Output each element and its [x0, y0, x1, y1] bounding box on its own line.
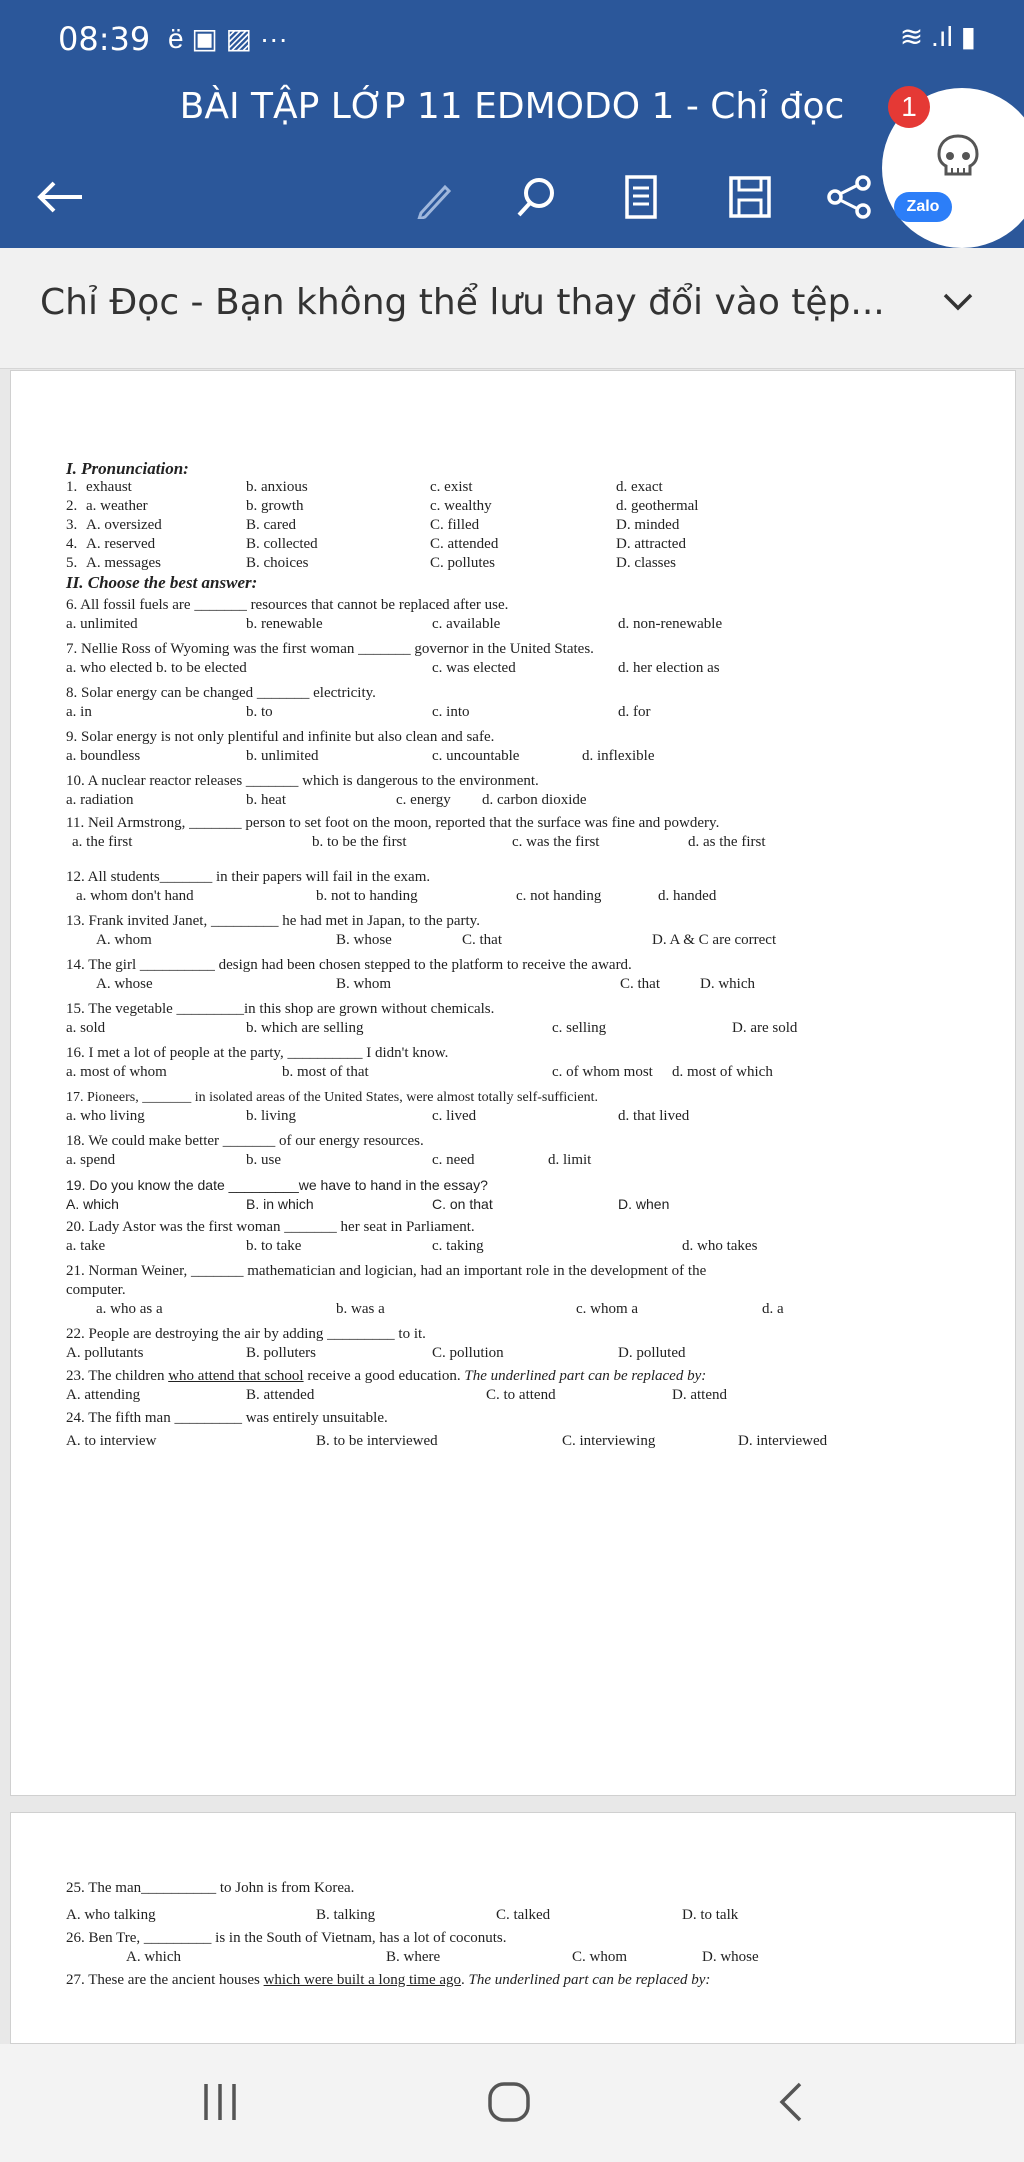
reading-view-icon[interactable] — [616, 172, 666, 222]
option-b: B. choices — [246, 555, 309, 571]
option-d: D. attracted — [616, 536, 686, 552]
question-number: 5. — [66, 555, 78, 571]
option-c: c. need — [432, 1152, 475, 1168]
option-d: D. when — [618, 1196, 670, 1212]
option-b: B. where — [386, 1949, 441, 1965]
option-a: A. whose — [96, 976, 153, 992]
question-row — [66, 516, 966, 535]
answer-options — [66, 791, 966, 810]
option-b: b. to be the first — [312, 834, 407, 850]
option-d: d. limit — [548, 1152, 592, 1168]
option-a: a. take — [66, 1238, 106, 1254]
option-a: A. messages — [86, 555, 161, 571]
answer-options — [66, 1906, 966, 1925]
answer-options — [66, 1019, 966, 1038]
option-c: c. energy — [396, 792, 451, 808]
option-b: b. use — [246, 1152, 281, 1168]
option-d: D. which — [700, 976, 755, 992]
answer-options — [66, 1432, 966, 1451]
answer-options — [66, 747, 966, 766]
document-content — [66, 1879, 966, 1990]
option-d: d. non-renewable — [618, 616, 723, 632]
answer-options — [66, 887, 966, 906]
question-stem: 27. These are the ancient houses — [66, 1972, 264, 1988]
question-text-continued: computer. — [66, 1282, 126, 1298]
skull-avatar-icon — [934, 132, 982, 182]
question-stem-end: . — [461, 1972, 469, 1988]
option-a: a. who living — [66, 1108, 145, 1124]
question-text: 22. People are destroying the air by adding _________ to it. — [66, 1326, 426, 1342]
option-d: d. carbon dioxide — [482, 792, 587, 808]
option-b: b. heat — [246, 792, 286, 808]
option-b: b. which are selling — [246, 1020, 364, 1036]
answer-options — [66, 1386, 966, 1405]
option-d: d. as the first — [688, 834, 766, 850]
question-text: 15. The vegetable _________in this shop are grown without chemicals. — [66, 1001, 495, 1017]
option-a: a. weather — [86, 498, 148, 514]
answer-options — [66, 1107, 966, 1126]
option-c: c. wealthy — [430, 498, 492, 514]
option-d: d. who takes — [682, 1238, 758, 1254]
option-c: c. was the first — [512, 834, 600, 850]
option-d: d. most of which — [672, 1064, 773, 1080]
option-b: b. living — [246, 1108, 297, 1124]
question-text — [66, 1971, 966, 1990]
option-d: D. interviewed — [738, 1433, 828, 1449]
answer-options — [66, 833, 966, 852]
option-c: C. pollution — [432, 1345, 504, 1361]
option-c: C. talked — [496, 1907, 551, 1923]
option-a: a. the first — [72, 834, 133, 850]
option-b: b. unlimited — [246, 748, 319, 764]
option-a: A. pollutants — [66, 1345, 144, 1361]
option-d: D. minded — [616, 517, 680, 533]
option-b: B. collected — [246, 536, 318, 552]
document-page-1 — [10, 370, 1016, 1796]
question-text: 8. Solar energy can be changed _______ electricity. — [66, 685, 376, 701]
option-a: a. who as a — [96, 1301, 163, 1317]
option-c: C. on that — [432, 1196, 493, 1212]
question-number: 1. — [66, 479, 78, 495]
option-c: C. attended — [430, 536, 499, 552]
answer-options — [66, 615, 966, 634]
option-a: a. unlimited — [66, 616, 138, 632]
read-only-banner[interactable] — [0, 248, 1024, 369]
option-c: c. whom a — [576, 1301, 639, 1317]
option-b: b. to take — [246, 1238, 302, 1254]
option-c: c. of whom most — [552, 1064, 653, 1080]
option-c: c. was elected — [432, 660, 516, 676]
option-d: d. that lived — [618, 1108, 690, 1124]
option-b: b. renewable — [246, 616, 323, 632]
option-a: a. radiation — [66, 792, 134, 808]
option-b: B. polluters — [246, 1345, 316, 1361]
section-pronunciation-heading: I. Pronunciation: — [66, 459, 189, 478]
question-number: 4. — [66, 536, 78, 552]
question-text: 16. I met a lot of people at the party, __________ I didn't know. — [66, 1045, 449, 1061]
question-text: 14. The girl __________ design had been chosen stepped to the platform to receive the award. — [66, 957, 632, 973]
question-text: 17. Pioneers, _______ in isolated areas of the United States, were almost totally self-sufficient. — [66, 1090, 599, 1105]
question-text: 10. A nuclear reactor releases _______ which is dangerous to the environment. — [66, 773, 539, 789]
option-c: c. available — [432, 616, 501, 632]
option-b: B. attended — [246, 1387, 315, 1403]
option-c: c. selling — [552, 1020, 607, 1036]
option-a: A. oversized — [86, 517, 162, 533]
answer-options — [66, 1063, 966, 1082]
underlined-part: which were built a long time ago — [263, 1972, 462, 1988]
option-d: D. A & C are correct — [652, 932, 777, 948]
option-b: b. not to handing — [316, 888, 418, 904]
option-b: b. growth — [246, 498, 304, 514]
option-b: b. most of that — [282, 1064, 369, 1080]
save-icon[interactable] — [722, 172, 778, 222]
question-row — [66, 554, 966, 573]
option-a: a. boundless — [66, 748, 141, 764]
answer-options — [66, 703, 966, 722]
option-a: A. to interview — [66, 1433, 157, 1449]
option-d: d. inflexible — [582, 748, 655, 764]
option-c: C. interviewing — [562, 1433, 656, 1449]
option-b: B. cared — [246, 517, 296, 533]
option-c: c. not handing — [516, 888, 602, 904]
app-toolbar — [0, 80, 1024, 248]
option-a: A. who talking — [66, 1907, 156, 1923]
question-text: 25. The man__________ to John is from Korea. — [66, 1880, 355, 1896]
question-text: 26. Ben Tre, _________ is in the South of Vietnam, has a lot of coconuts. — [66, 1930, 507, 1946]
option-a: A. attending — [66, 1387, 141, 1403]
question-text: 9. Solar energy is not only plentiful and infinite but also clean and safe. — [66, 729, 495, 745]
option-b: B. to be interviewed — [316, 1433, 438, 1449]
question-text: 11. Neil Armstrong, _______ person to set foot on the moon, reported that the surface was fine and powdery. — [66, 815, 720, 831]
option-b: B. whom — [336, 976, 392, 992]
option-d: d. her election as — [618, 660, 720, 676]
question-text: 20. Lady Astor was the first woman _______ her seat in Parliament. — [66, 1219, 475, 1235]
question-text: 13. Frank invited Janet, _________ he had met in Japan, to the party. — [66, 913, 480, 929]
option-b: b. to be elected — [156, 660, 247, 676]
answer-options — [66, 1948, 966, 1967]
option-b: b. anxious — [246, 479, 308, 495]
option-b: B. talking — [316, 1907, 376, 1923]
edit-pencil-icon[interactable] — [408, 172, 458, 222]
option-c: c. uncountable — [432, 748, 520, 764]
answer-options — [66, 1151, 966, 1170]
share-icon[interactable] — [824, 172, 874, 222]
option-d: D. classes — [616, 555, 676, 571]
option-b: b. was a — [336, 1301, 385, 1317]
instruction-text: The underlined part can be replaced by: — [468, 1972, 711, 1988]
answer-options — [66, 1237, 966, 1256]
option-a: a. whom don't hand — [76, 888, 194, 904]
status-time: 08:39 — [58, 20, 151, 58]
answer-options — [66, 931, 966, 950]
option-a: A. whom — [96, 932, 152, 948]
answer-options — [66, 1300, 966, 1319]
answer-options — [66, 975, 966, 994]
question-stem-end: receive a good education. — [303, 1368, 465, 1384]
back-icon[interactable] — [776, 2080, 806, 2129]
option-c: C. that — [620, 976, 660, 992]
question-row — [66, 478, 966, 497]
status-bar — [0, 0, 1024, 80]
option-d: D. polluted — [618, 1345, 686, 1361]
question-number: 2. — [66, 498, 78, 514]
option-c: c. exist — [430, 479, 473, 495]
notification-icons: ë ▣ ▨ ··· — [168, 23, 288, 54]
option-a: A. which — [126, 1949, 181, 1965]
option-c: c. into — [432, 704, 470, 720]
option-a: A. which — [66, 1196, 119, 1212]
question-text: 7. Nellie Ross of Wyoming was the first woman _______ governor in the United States. — [66, 641, 594, 657]
system-navigation-bar — [0, 2044, 1024, 2162]
option-a: a. most of whom — [66, 1064, 167, 1080]
zalo-label: Zalo — [894, 192, 952, 222]
question-text: 21. Norman Weiner, _______ mathematician and logician, had an important role in the development of the — [66, 1263, 707, 1279]
underlined-part: who attend that school — [168, 1368, 304, 1384]
back-arrow-icon[interactable] — [30, 172, 90, 222]
option-a: exhaust — [86, 479, 132, 495]
question-text: 12. All students_______ in their papers will fail in the exam. — [66, 869, 431, 885]
document-content — [66, 459, 966, 1451]
question-row — [66, 535, 966, 554]
question-row — [66, 497, 966, 516]
document-page-2 — [10, 1812, 1016, 2044]
answer-options — [66, 1195, 966, 1214]
recent-apps-icon[interactable] — [200, 2080, 240, 2129]
question-text: 19. Do you know the date _________we have to hand in the essay? — [66, 1177, 488, 1193]
read-only-message: Chỉ Đọc - Bạn không thể lưu thay đổi vào tệp... — [40, 282, 885, 323]
question-text — [66, 1367, 966, 1386]
option-a: A. reserved — [86, 536, 156, 552]
question-text: 18. We could make better _______ of our energy resources. — [66, 1133, 424, 1149]
option-a: a. spend — [66, 1152, 116, 1168]
question-text: 6. All fossil fuels are _______ resources that cannot be replaced after use. — [66, 597, 509, 613]
option-d: d. a — [762, 1301, 784, 1317]
option-c: C. to attend — [486, 1387, 556, 1403]
section-best-answer-heading: II. Choose the best answer: — [66, 573, 258, 592]
option-d: d. geothermal — [616, 498, 699, 514]
document-title: BÀI TẬP LỚP 11 EDMODO 1 - Chỉ đọc — [179, 86, 845, 127]
option-d: d. for — [618, 704, 651, 720]
notification-badge[interactable]: 1 — [888, 86, 930, 128]
option-c: c. taking — [432, 1238, 484, 1254]
option-d: d. handed — [658, 888, 717, 904]
option-c: c. lived — [432, 1108, 477, 1124]
option-d: D. are sold — [732, 1020, 798, 1036]
option-c: C. pollutes — [430, 555, 496, 571]
option-c: C. that — [462, 932, 502, 948]
option-c: C. whom — [572, 1949, 628, 1965]
option-b: b. to — [246, 704, 273, 720]
search-icon[interactable] — [512, 172, 562, 222]
option-a: a. sold — [66, 1020, 106, 1036]
question-number: 3. — [66, 517, 78, 533]
question-text: 24. The fifth man _________ was entirely unsuitable. — [66, 1410, 388, 1426]
answer-options — [66, 659, 966, 678]
option-a: a. who elected — [66, 660, 153, 676]
instruction-text: The underlined part can be replaced by: — [464, 1368, 707, 1384]
option-d: D. attend — [672, 1387, 727, 1403]
home-icon[interactable] — [486, 2080, 532, 2129]
option-d: D. to talk — [682, 1907, 739, 1923]
chevron-down-icon[interactable] — [942, 292, 974, 317]
option-d: D. whose — [702, 1949, 759, 1965]
option-b: B. whose — [336, 932, 392, 948]
option-b: B. in which — [246, 1196, 314, 1212]
answer-options — [66, 1344, 966, 1363]
system-icons: ≋ .ıl ▮ — [899, 21, 976, 52]
option-d: d. exact — [616, 479, 663, 495]
question-stem: 23. The children — [66, 1368, 169, 1384]
option-a: a. in — [66, 704, 92, 720]
option-c: C. filled — [430, 517, 480, 533]
